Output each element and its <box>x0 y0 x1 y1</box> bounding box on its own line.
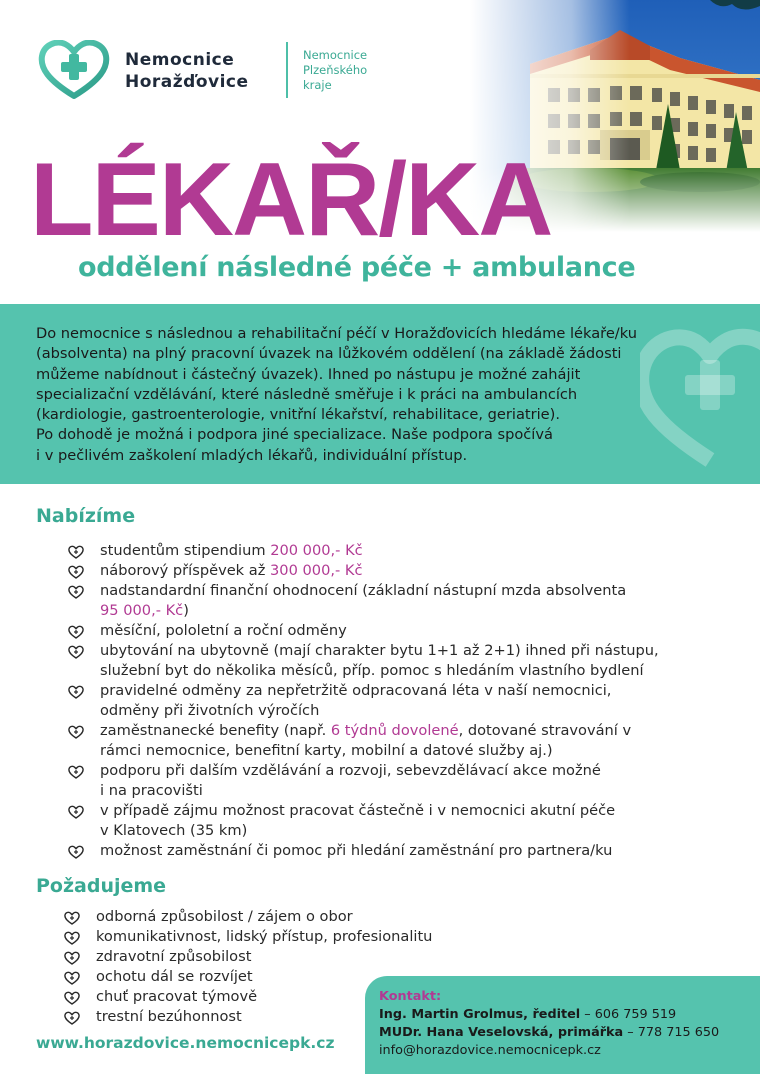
heart-bullet-icon <box>68 565 84 579</box>
heart-bullet-icon <box>64 971 80 985</box>
list-item: chuť pracovat týmově <box>64 987 432 1007</box>
hospital-name: Nemocnice Horažďovice <box>125 50 249 92</box>
region-name: Nemocnice Plzeňského kraje <box>303 48 368 92</box>
heart-bullet-icon <box>64 911 80 925</box>
heart-bullet-icon <box>68 585 84 599</box>
list-item: podporu při dalším vzdělávání a rozvoji, sebevzdělávací akce možné i na pracovišti <box>68 761 659 801</box>
list-item: pravidelné odměny za nepřetržitě odpracovaná léta v naší nemocnici, odměny při životních výročích <box>68 681 659 721</box>
heart-bullet-icon <box>68 685 84 699</box>
list-item: v případě zájmu možnost pracovat částečně i v nemocnici akutní péče v Klatovech (35 km) <box>68 801 659 841</box>
list-item: komunikativnost, lidský přístup, profesionalitu <box>64 927 432 947</box>
contact-person-head-physician: MUDr. Hana Veselovská, primářka – 778 715 650 <box>379 1025 720 1040</box>
heart-bullet-icon <box>68 625 84 639</box>
contact-box <box>365 976 760 1074</box>
requirements-heading: Požadujeme <box>36 875 167 897</box>
list-item: ubytování na ubytovně (mají charakter bytu 1+1 až 2+1) ihned při nástupu, služební byt do několika měsíců, příp. pomoc s hledáním vlastního bydlení <box>68 641 659 681</box>
list-item: ochotu dál se rozvíjet <box>64 967 432 987</box>
heart-bullet-icon <box>64 1011 80 1025</box>
contact-heading: Kontakt: <box>379 989 442 1004</box>
heart-bullet-icon <box>64 931 80 945</box>
list-item: studentům stipendium 200 000,- Kč <box>68 541 659 561</box>
intro-band <box>0 304 760 484</box>
list-item: trestní bezúhonnost <box>64 1007 432 1027</box>
list-item: nadstandardní finanční ohodnocení (základní nástupní mzda absolventa 95 000,- Kč) <box>68 581 659 621</box>
list-item: měsíční, pololetní a roční odměny <box>68 621 659 641</box>
heart-bullet-icon <box>68 845 84 859</box>
contact-person-director: Ing. Martin Grolmus, ředitel – 606 759 519 <box>379 1007 677 1022</box>
heart-bullet-icon <box>68 805 84 819</box>
heart-bullet-icon <box>64 951 80 965</box>
heart-bullet-icon <box>68 545 84 559</box>
page-subtitle: oddělení následné péče + ambulance <box>78 252 636 283</box>
list-item: možnost zaměstnání či pomoc při hledání zaměstnání pro partnera/ku <box>68 841 659 861</box>
intro-text: Do nemocnice s následnou a rehabilitační péčí v Horažďovicích hledáme lékaře/ku (absolventa) na plný pracovní úvazek na lůžkovém oddělení (na základě žádosti můžeme nabídnout i částečný úvazek). Ihned po nástupu je možné zahájit specializační vzdělávání, které následně směřuje i k práci na ambulancích (kardiologie, gastroenterologie, vnitřní lékařství, rehabilitace, geriatrie). Po dohodě je možná i podpora jiné specializace. Naše podpora spočívá i v pečlivém zaškolení mladých lékařů, individuální přístup. <box>36 325 637 464</box>
contact-email[interactable]: info@horazdovice.nemocnicepk.cz <box>379 1043 601 1058</box>
logo-divider <box>286 42 288 98</box>
heart-bullet-icon <box>68 725 84 739</box>
website-link[interactable]: www.horazdovice.nemocnicepk.cz <box>36 1034 335 1052</box>
list-item: odborná způsobilost / zájem o obor <box>64 907 432 927</box>
offer-list <box>68 541 659 861</box>
heart-bullet-icon <box>68 765 84 779</box>
heart-bullet-icon <box>68 645 84 659</box>
list-item: zaměstnanecké benefity (např. 6 týdnů dovolené, dotované stravování v rámci nemocnice, benefitní karty, mobilní a datové služby aj.) <box>68 721 659 761</box>
offer-heading: Nabízíme <box>36 505 136 527</box>
list-item: zdravotní způsobilost <box>64 947 432 967</box>
heart-bullet-icon <box>64 991 80 1005</box>
list-item: náborový příspěvek až 300 000,- Kč <box>68 561 659 581</box>
hospital-heart-logo-icon <box>38 40 110 100</box>
page-title: LÉKAŘ/KA <box>30 142 552 258</box>
